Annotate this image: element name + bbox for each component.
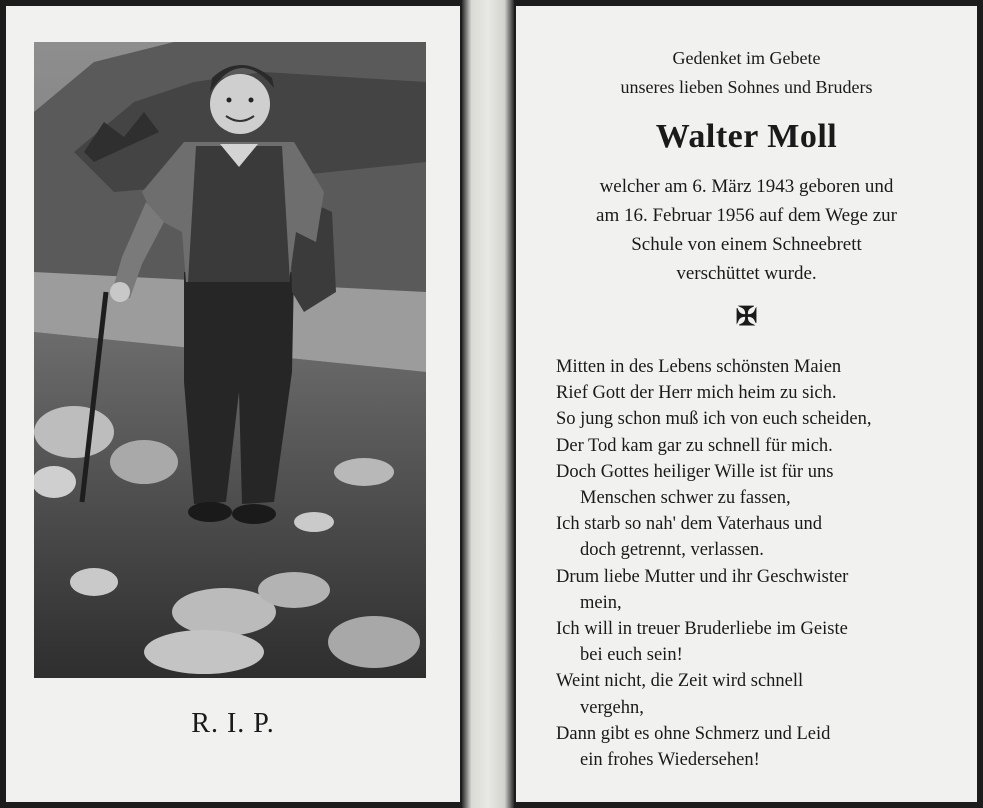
poem-line: vergehn, [580, 697, 644, 718]
deceased-name: Walter Moll [655, 118, 838, 155]
poem-line: mein, [580, 592, 622, 613]
poem-line: So jung schon muß ich von euch scheiden, [556, 409, 872, 430]
poem-line: Rief Gott der Herr mich heim zu sich. [556, 383, 837, 404]
header-text [516, 44, 977, 102]
poem-line: Drum liebe Mutter und ihr Geschwister [556, 566, 849, 587]
poem-line: Der Tod kam gar zu schnell für mich. [556, 435, 833, 456]
memorial-photo [34, 42, 426, 678]
poem-line: ein frohes Wiedersehen! [580, 750, 760, 771]
right-card [516, 6, 977, 802]
poem [556, 354, 966, 773]
rip-caption: R. I. P. [191, 708, 275, 739]
intro-line: welcher am 6. März 1943 geboren und [599, 176, 894, 197]
intro-line: Schule von einem Schneebrett [631, 234, 862, 255]
poem-line: bei euch sein! [580, 645, 683, 666]
poem-line: Ich starb so nah' dem Vaterhaus und [556, 514, 823, 535]
poem-line: Dann gibt es ohne Schmerz und Leid [556, 723, 831, 744]
header-line: unseres lieben Sohnes und Bruders [620, 77, 873, 97]
intro-text [516, 172, 977, 288]
fold-gutter [462, 0, 514, 808]
intro-line: verschüttet wurde. [676, 263, 817, 284]
poem-line: Weint nicht, die Zeit wird schnell [556, 671, 804, 692]
poem-line: doch getrennt, verlassen. [580, 540, 764, 561]
poem-line: Ich will in treuer Bruderliebe im Geiste [556, 619, 848, 640]
poem-line: Menschen schwer zu fassen, [580, 488, 791, 509]
intro-line: am 16. Februar 1956 auf dem Wege zur [596, 205, 897, 226]
left-card [6, 6, 460, 802]
boy-hiker-photo [34, 42, 426, 678]
poem-line: Doch Gottes heiliger Wille ist für uns [556, 461, 834, 482]
cross-icon: ✠ [735, 302, 758, 332]
poem-line: Mitten in des Lebens schönsten Maien [556, 357, 842, 377]
header-line: Gedenket im Gebete [672, 48, 821, 68]
